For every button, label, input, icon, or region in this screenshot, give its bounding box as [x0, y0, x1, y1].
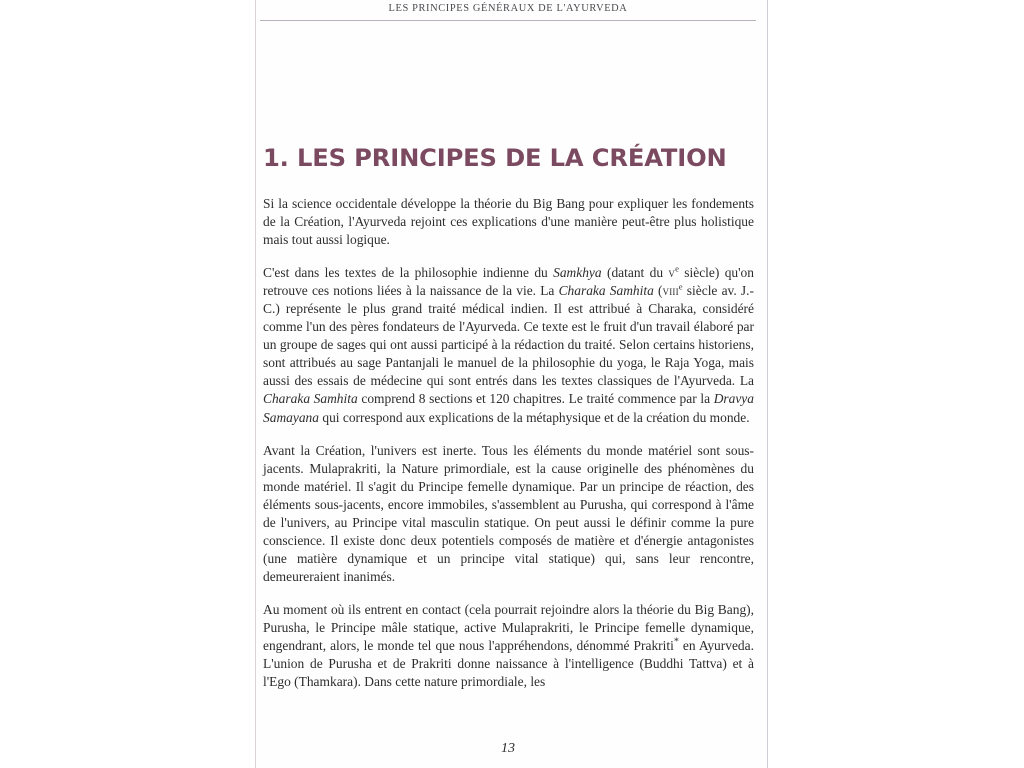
body-text-block — [263, 195, 754, 691]
paragraph-1: Si la science occidentale développe la théorie du Big Bang pour expliquer les fondements de la Création, l'Ayurveda rejoint ces explications d'une manière peut-être plus holistique mais tout aussi logique. — [263, 196, 754, 248]
ordinal-suffix: e — [675, 263, 679, 274]
header-divider-rule — [260, 20, 756, 21]
italic-work-charaka-samhita-2: Charaka Samhita — [263, 391, 358, 407]
paragraph-4 — [263, 601, 754, 691]
text-run: C'est dans les textes de la philosophie indienne du — [263, 265, 554, 281]
text-run: qui correspond aux explications de la métaphysique et de la création du monde. — [318, 409, 750, 425]
italic-work-dravya-samayana: Dravya Samayana — [263, 391, 754, 425]
text-run: comprend 8 sections et 120 chapitres. Le traité commence par la — [357, 391, 714, 407]
page-title: 1. LES PRINCIPES DE LA CRÉATION — [263, 144, 727, 173]
roman-numeral-5: v — [668, 265, 676, 281]
italic-work-samkhya: Samkhya — [553, 265, 602, 281]
running-head: LES PRINCIPES GÉNÉRAUX DE L'AYURVEDA — [388, 3, 628, 14]
paragraph-2 — [263, 264, 754, 426]
text-run: en Ayurveda. L'union de Purusha et de Prakriti donne naissance à l'intelligence (Buddhi Tattva) et à l'Ego (Thamkara). Dans cette nature primordiale, les — [263, 638, 754, 690]
ordinal-suffix: e — [678, 281, 683, 292]
paragraph-3: Avant la Création, l'univers est inerte. Tous les éléments du monde matériel sont sous-jacents. Mulaprakriti, la Nature primordiale, est la cause originelle des phénomènes du monde matériel. Il s'agit du Principe femelle dynamique. Par un principe de réaction, des éléments sous-jacents, encore immobiles, s'assemblent au Purusha, qui correspond à l'âme de l'univers, au Principe vital masculin statique. On peut aussi le définir comme la pure conscience. Il existe donc deux potentiels composés de matière et d'énergie antagonistes (une matière dynamique et un principe vital statique) qui, sans leur rencontre, demeureraient inanimés. — [263, 442, 754, 584]
italic-work-charaka-samhita-1: Charaka Samhita — [558, 283, 654, 299]
page-number: 13 — [501, 741, 515, 756]
book-page — [255, 0, 768, 768]
roman-numeral-8: viii — [662, 283, 679, 299]
text-run: Au moment où ils entrent en contact (cela pourrait rejoindre alors la théorie du Big Bang), Purusha, le Principe mâle statique, active Mulaprakriti, le Principe femelle dynamique, engendrant, alors, le monde tel que nous l'appréhendons, dénommé Prakriti — [263, 601, 754, 654]
page-content-area — [256, 0, 767, 768]
text-run: ( — [653, 283, 663, 299]
text-run: siècle) qu'on retrouve ces notions liées à la naissance de la vie. La — [263, 265, 754, 299]
text-run: siècle av. J.-C.) représente le plus grand traité médical indien. Il est attribué à Charaka, considéré comme l'un des pères fondateurs de l'Ayurveda. Ce texte est le fruit d'un travail élaboré par un groupe de sages qui ont aussi participé à la rédaction du traité. Selon certains historiens, sont attribués au sage Pantanjali le manuel de la philosophie du yoga, le Raja Yoga, mais aussi des essais de médecine qui sont entrés dans les textes classiques de l'Ayurveda. La — [263, 283, 754, 389]
text-run: (datant du — [601, 265, 669, 281]
footnote-marker: * — [673, 636, 679, 648]
